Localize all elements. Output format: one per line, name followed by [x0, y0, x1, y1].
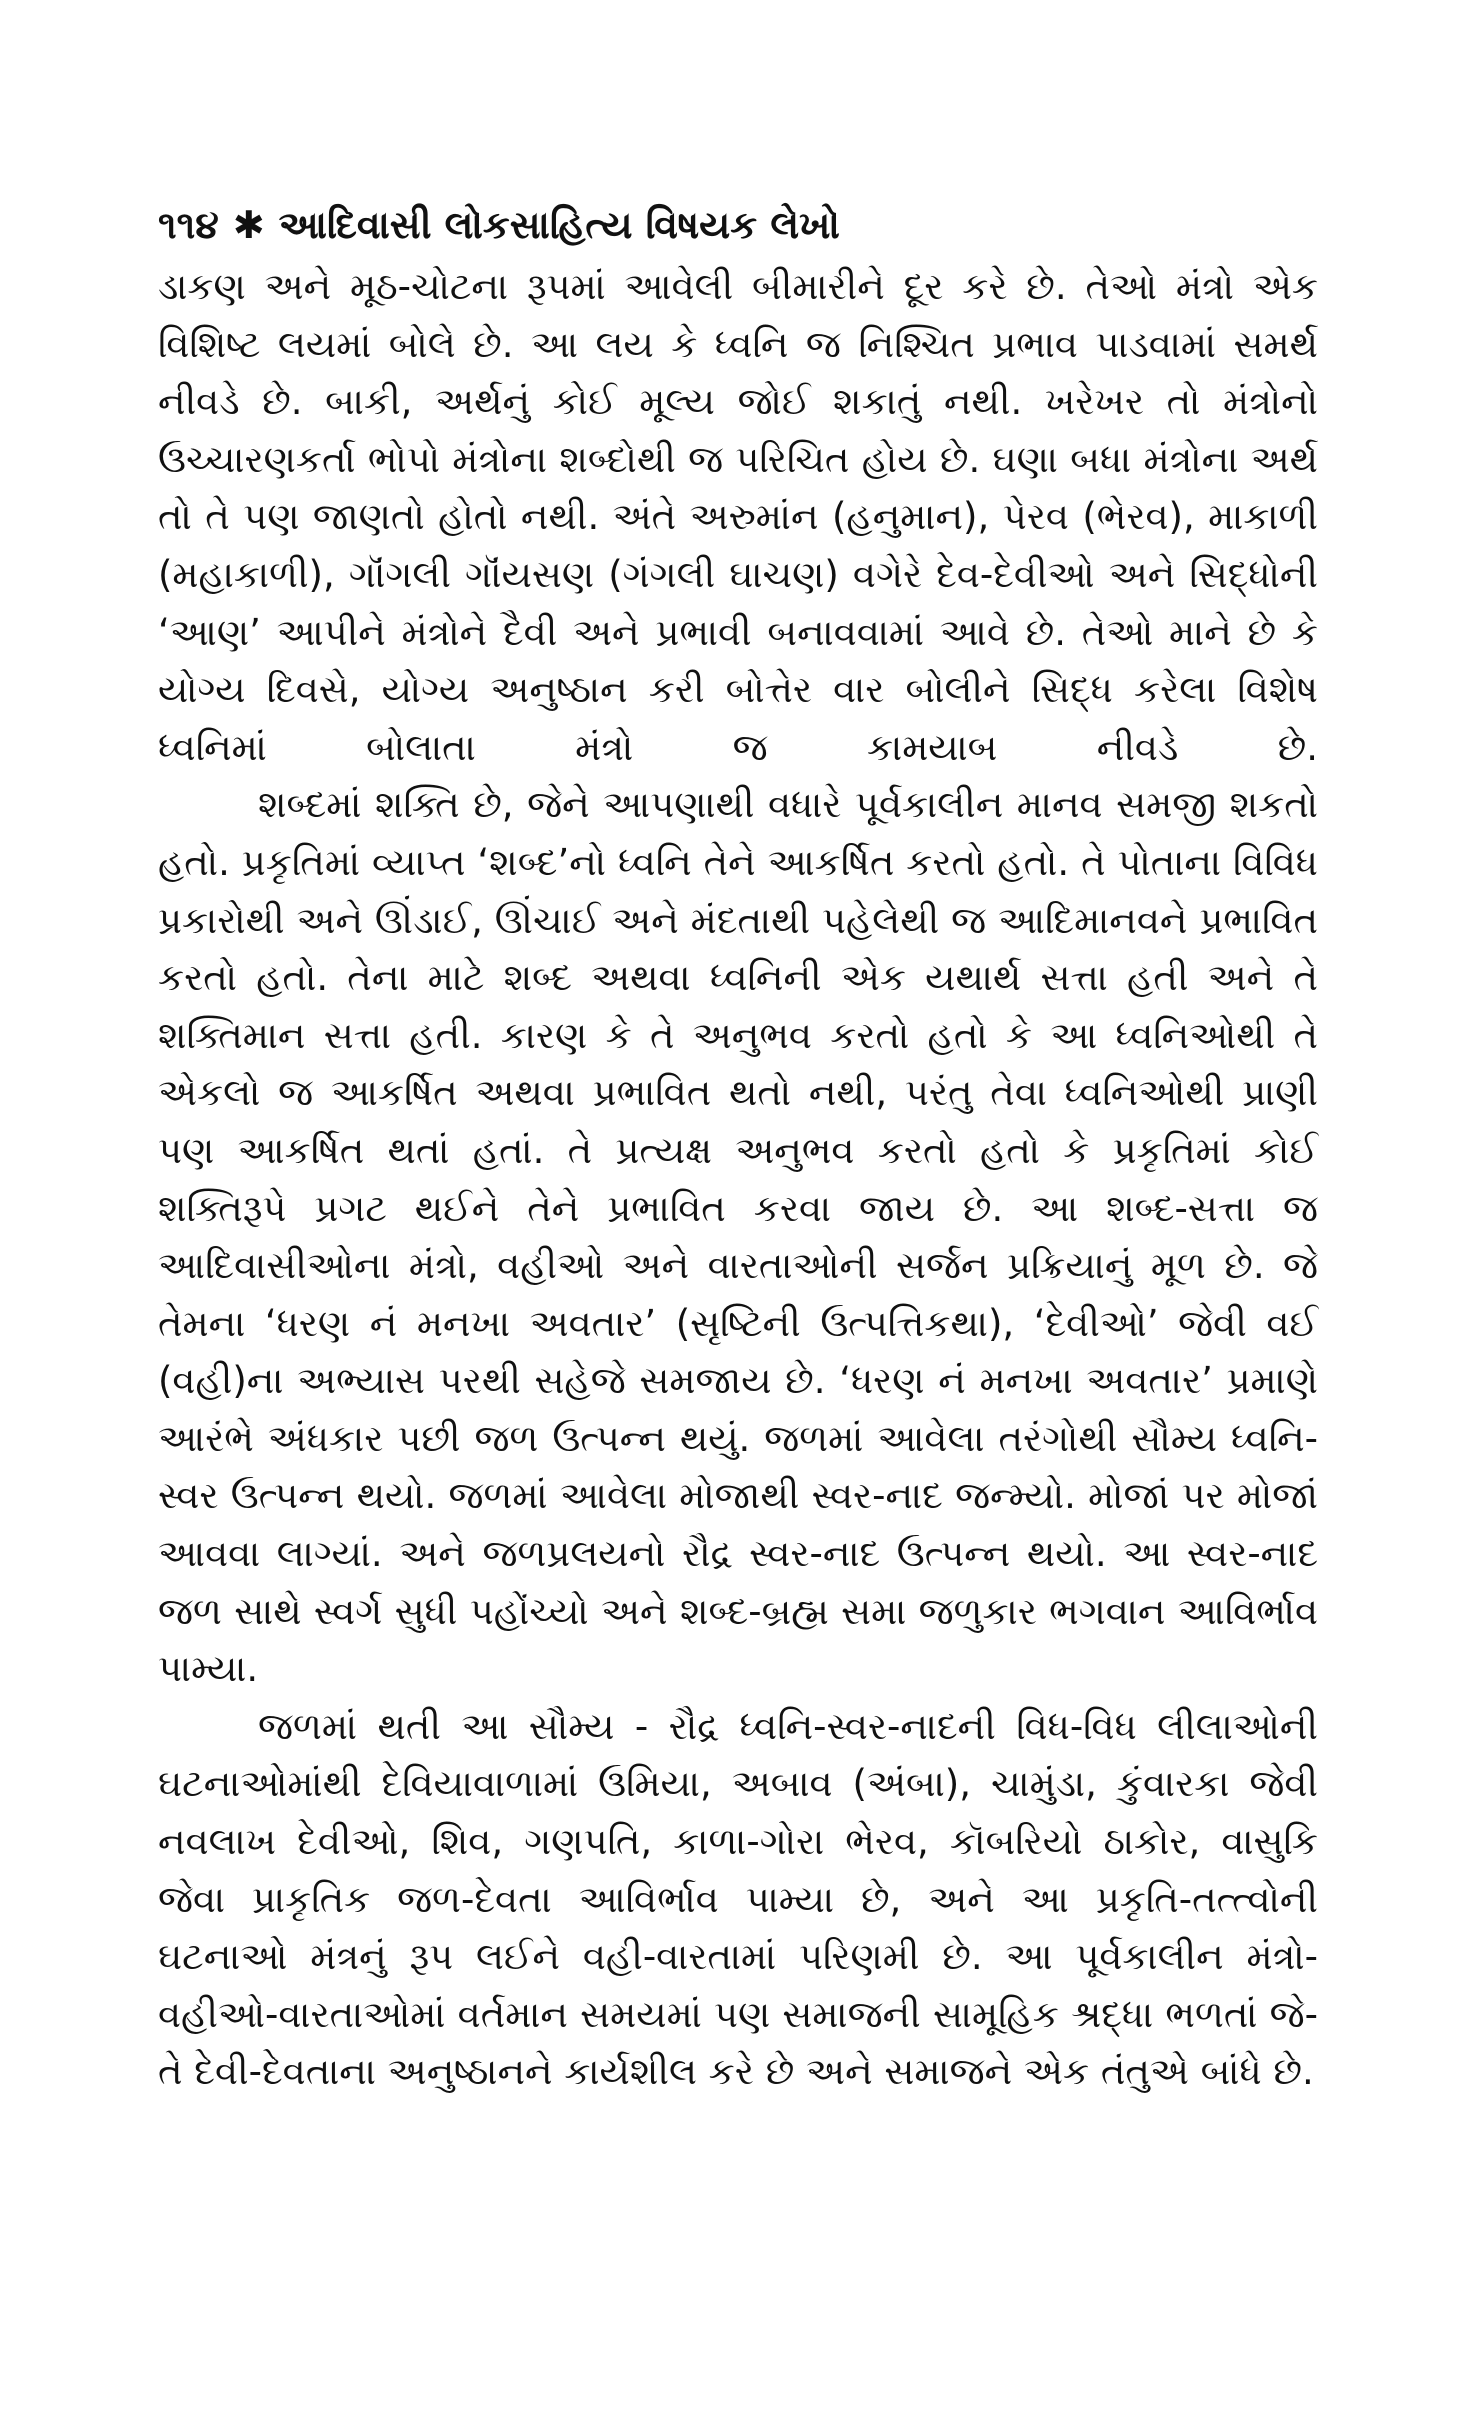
header-separator-icon: ✱: [232, 203, 265, 247]
book-page: [158, 196, 1318, 2101]
book-title: આદિવાસી લોકસાહિત્ય વિષયક લેખો: [278, 203, 840, 247]
paragraph-continuation: ડાકણ અને મૂઠ-ચોટના રૂપમાં આવેલી બીમારીને દૂર કરે છે. તેઓ મંત્રો એક વિશિષ્ટ લયમાં બોલે છે. આ લય કે ધ્વનિ જ નિશ્ચિત પ્રભાવ પાડવામાં સમર્થ નીવડે છે. બાકી, અર્થનું કોઈ મૂલ્ય જોઈ શકાતું નથી. ખરેખર તો મંત્રોનો ઉચ્ચારણકર્તા ભોપો મંત્રોના શબ્દોથી જ પરિચિત હોય છે. ઘણા બધા મંત્રોના અર્થ તો તે પણ જાણતો હોતો નથી. અંતે અરુમાંન (હનુમાન), પેરવ (ભેરવ), માકાળી (મહાકાળી), ગૉંગલી ગૉંયસણ (ગંગલી ઘાચણ) વગેરે દેવ-દેવીઓ અને સિદ્ધોની ‘આણ’ આપીને મંત્રોને દૈવી અને પ્રભાવી બનાવવામાં આવે છે. તેઓ માને છે કે યોગ્ય દિવસે, યોગ્ય અનુષ્ઠાન કરી બોત્તેર વાર બોલીને સિદ્ધ કરેલા વિશેષ ધ્વનિમાં બોલાતા મંત્રો જ કામયાબ નીવડે છે.: [158, 265, 1318, 769]
paragraph-shabda-shakti: શબ્દમાં શક્તિ છે, જેને આપણાથી વધારે પૂર્વકાલીન માનવ સમજી શકતો હતો. પ્રકૃતિમાં વ્યાપ્ત ‘શબ્દ’નો ધ્વનિ તેને આકર્ષિત કરતો હતો. તે પોતાના વિવિધ પ્રકારોથી અને ઊંડાઈ, ઊંચાઈ અને મંદતાથી પહેલેથી જ આદિમાનવને પ્રભાવિત કરતો હતો. તેના માટે શબ્દ અથવા ધ્વનિની એક યથાર્થ સત્તા હતી અને તે શક્તિમાન સત્તા હતી. કારણ કે તે અનુભવ કરતો હતો કે આ ધ્વનિઓથી તે એકલો જ આકર્ષિત અથવા પ્રભાવિત થતો નથી, પરંતુ તેવા ધ્વનિઓથી પ્રાણી પણ આકર્ષિત થતાં હતાં. તે પ્રત્યક્ષ અનુભવ કરતો હતો કે પ્રકૃતિમાં કોઈ શક્તિરૂપે પ્રગટ થઈને તેને પ્રભાવિત કરવા જાય છે. આ શબ્દ-સત્તા જ આદિવાસીઓના મંત્રો, વહીઓ અને વારતાઓની સર્જન પ્રક્રિયાનું મૂળ છે. જે તેમના ‘ધરણ નં મનખા અવતાર’ (સૃષ્ટિની ઉત્પત્તિકથા), ‘દેવીઓ’ જેવી વઈ (વહી)ના અભ્યાસ પરથી સહેજે સમજાય છે. ‘ધરણ નં મનખા અવતાર’ પ્રમાણે આરંભે અંધકાર પછી જળ ઉત્પન્ન થયું. જળમાં આવેલા તરંગોથી સૌમ્ય ધ્વનિ-સ્વર ઉત્પન્ન થયો. જળમાં આવેલા મોજાથી સ્વર-નાદ જન્મ્યો. મોજાં પર મોજાં આવવા લાગ્યાં. અને જળપ્રલયનો રૌદ્ર સ્વર-નાદ ઉત્પન્ન થયો. આ સ્વર-નાદ જળ સાથે સ્વર્ગ સુધી પહોંચ્યો અને શબ્દ-બ્રહ્મ સમા જળુકાર ભગવાન આવિર્ભાવ પામ્યા.: [158, 783, 1318, 1691]
paragraph-jal-devta: જળમાં થતી આ સૌમ્ય - રૌદ્ર ધ્વનિ-સ્વર-નાદની વિધ-વિધ લીલાઓની ઘટનાઓમાંથી દેવિયાવાળામાં ઉમિયા, અબાવ (અંબા), ચામુંડા, કુંવારકા જેવી નવલાખ દેવીઓ, શિવ, ગણપતિ, કાળા-ગોરા ભેરવ, કૉબરિયો ઠાકોર, વાસુકિ જેવા પ્રાકૃતિક જળ-દેવતા આવિર્ભાવ પામ્યા છે, અને આ પ્રકૃતિ-તત્ત્વોની ઘટનાઓ મંત્રનું રૂપ લઈને વહી-વારતામાં પરિણમી છે. આ પૂર્વકાલીન મંત્રો-વહીઓ-વારતાઓમાં વર્તમાન સમયમાં પણ સમાજની સામૂહિક શ્રદ્ધા ભળતાં જે-તે દેવી-દેવતાના અનુષ્ઠાનને કાર્યશીલ કરે છે અને સમાજને એક તંતુએ બાંધે છે.: [158, 1704, 1318, 2094]
running-header: [158, 196, 1318, 254]
page-number: ૧૧૪: [158, 203, 219, 247]
